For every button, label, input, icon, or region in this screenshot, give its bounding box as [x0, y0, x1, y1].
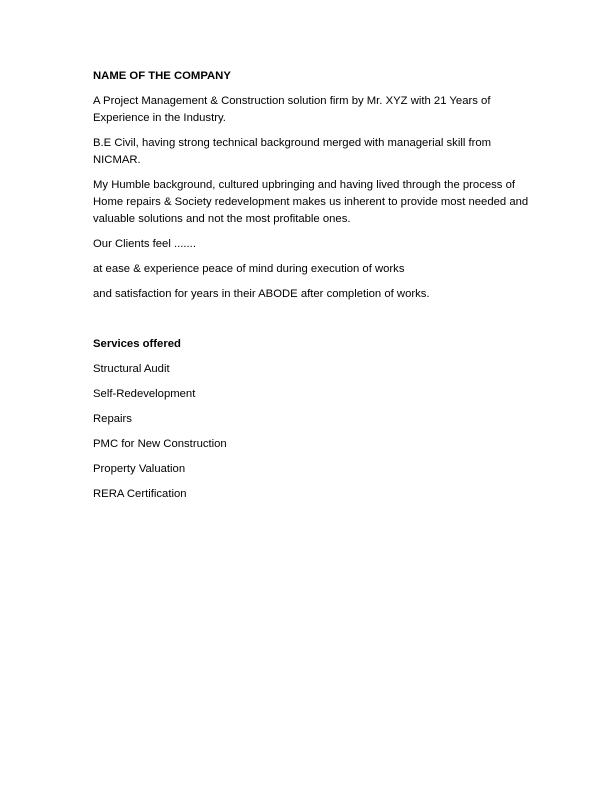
paragraph-qualification: B.E Civil, having strong technical background merged with managerial skill from NICMAR.	[93, 137, 492, 166]
service-item: Structural Audit	[93, 363, 170, 375]
paragraph-clients-feel: Our Clients feel .......	[93, 238, 196, 250]
service-item: PMC for New Construction	[93, 438, 227, 450]
service-item: Self-Redevelopment	[93, 388, 196, 400]
paragraph-firm-intro: A Project Management & Construction solution firm by Mr. XYZ with 21 Years of Experience in the Industry.	[93, 95, 491, 124]
paragraph-background: My Humble background, cultured upbringing and having lived through the process of Home repairs & Society redevelopment makes us inherent to provide most needed and valuable solutions and not the most profitable ones.	[93, 179, 529, 225]
company-name-heading: NAME OF THE COMPANY	[93, 70, 231, 82]
services-heading: Services offered	[93, 338, 181, 350]
paragraph-ease: at ease & experience peace of mind during execution of works	[93, 263, 405, 275]
document-body	[93, 68, 533, 511]
service-item: Repairs	[93, 413, 132, 425]
paragraph-satisfaction: and satisfaction for years in their ABODE after completion of works.	[93, 288, 430, 300]
service-item: RERA Certification	[93, 488, 187, 500]
service-item: Property Valuation	[93, 463, 186, 475]
section-spacer	[93, 311, 533, 336]
